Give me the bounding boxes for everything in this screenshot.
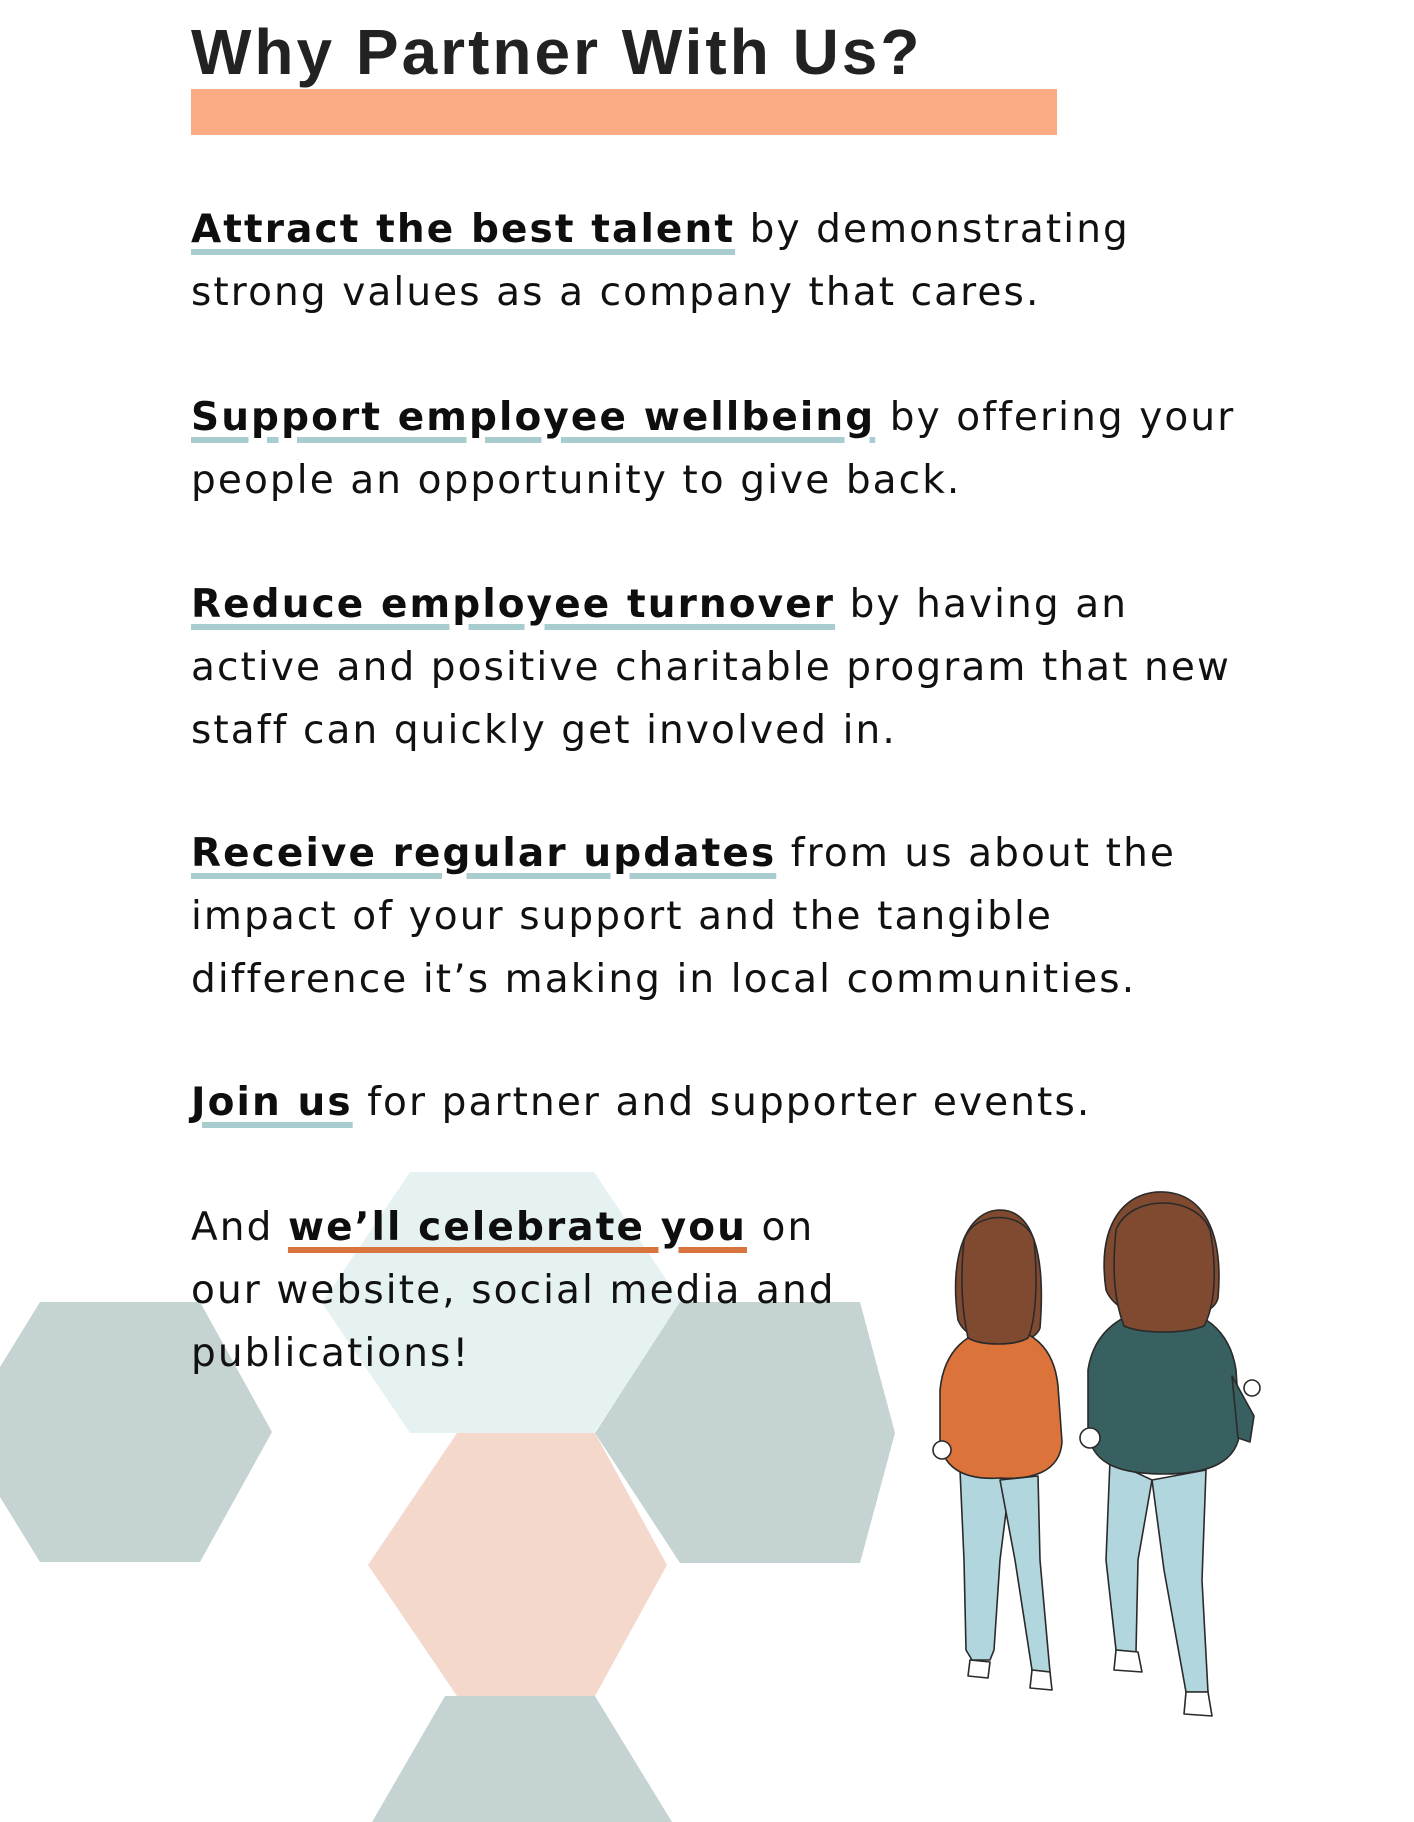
two-women-walking-illustration bbox=[920, 1180, 1280, 1750]
benefit-employee-wellbeing bbox=[191, 386, 1251, 512]
benefit-text: from us about the impact of your support and the tangible difference it’s making in local communities. bbox=[191, 831, 1176, 1002]
closing-text: on our website, social media and publications! bbox=[191, 1205, 836, 1376]
closing-prefix: And bbox=[191, 1205, 288, 1250]
benefit-lead: Reduce employee turnover bbox=[191, 582, 836, 627]
benefit-text: by offering your people an opportunity to give back. bbox=[191, 395, 1236, 503]
benefit-join-events bbox=[191, 1071, 1251, 1134]
benefit-regular-updates bbox=[191, 822, 1251, 1011]
hexagon-grey-bottom bbox=[372, 1696, 672, 1822]
benefit-text: by having an active and positive charitable program that new staff can quickly get involved in. bbox=[191, 582, 1231, 753]
benefit-attract-talent bbox=[191, 198, 1251, 324]
benefit-lead: Attract the best talent bbox=[191, 207, 736, 252]
benefit-text: for partner and supporter events. bbox=[352, 1080, 1092, 1125]
closing-celebrate bbox=[191, 1196, 891, 1385]
benefit-reduce-turnover bbox=[191, 573, 1251, 762]
benefit-lead: Receive regular updates bbox=[191, 831, 777, 876]
title-accent-bar bbox=[191, 89, 1057, 135]
page-title: Why Partner With Us? bbox=[191, 16, 923, 88]
woman-right-figure bbox=[1080, 1192, 1260, 1716]
benefit-lead: Join us bbox=[191, 1080, 353, 1125]
benefit-text: by demonstrating strong values as a company that cares. bbox=[191, 207, 1130, 315]
woman-left-figure bbox=[933, 1210, 1062, 1690]
closing-lead: we’ll celebrate you bbox=[287, 1205, 747, 1250]
benefit-lead: Support employee wellbeing bbox=[191, 395, 876, 440]
